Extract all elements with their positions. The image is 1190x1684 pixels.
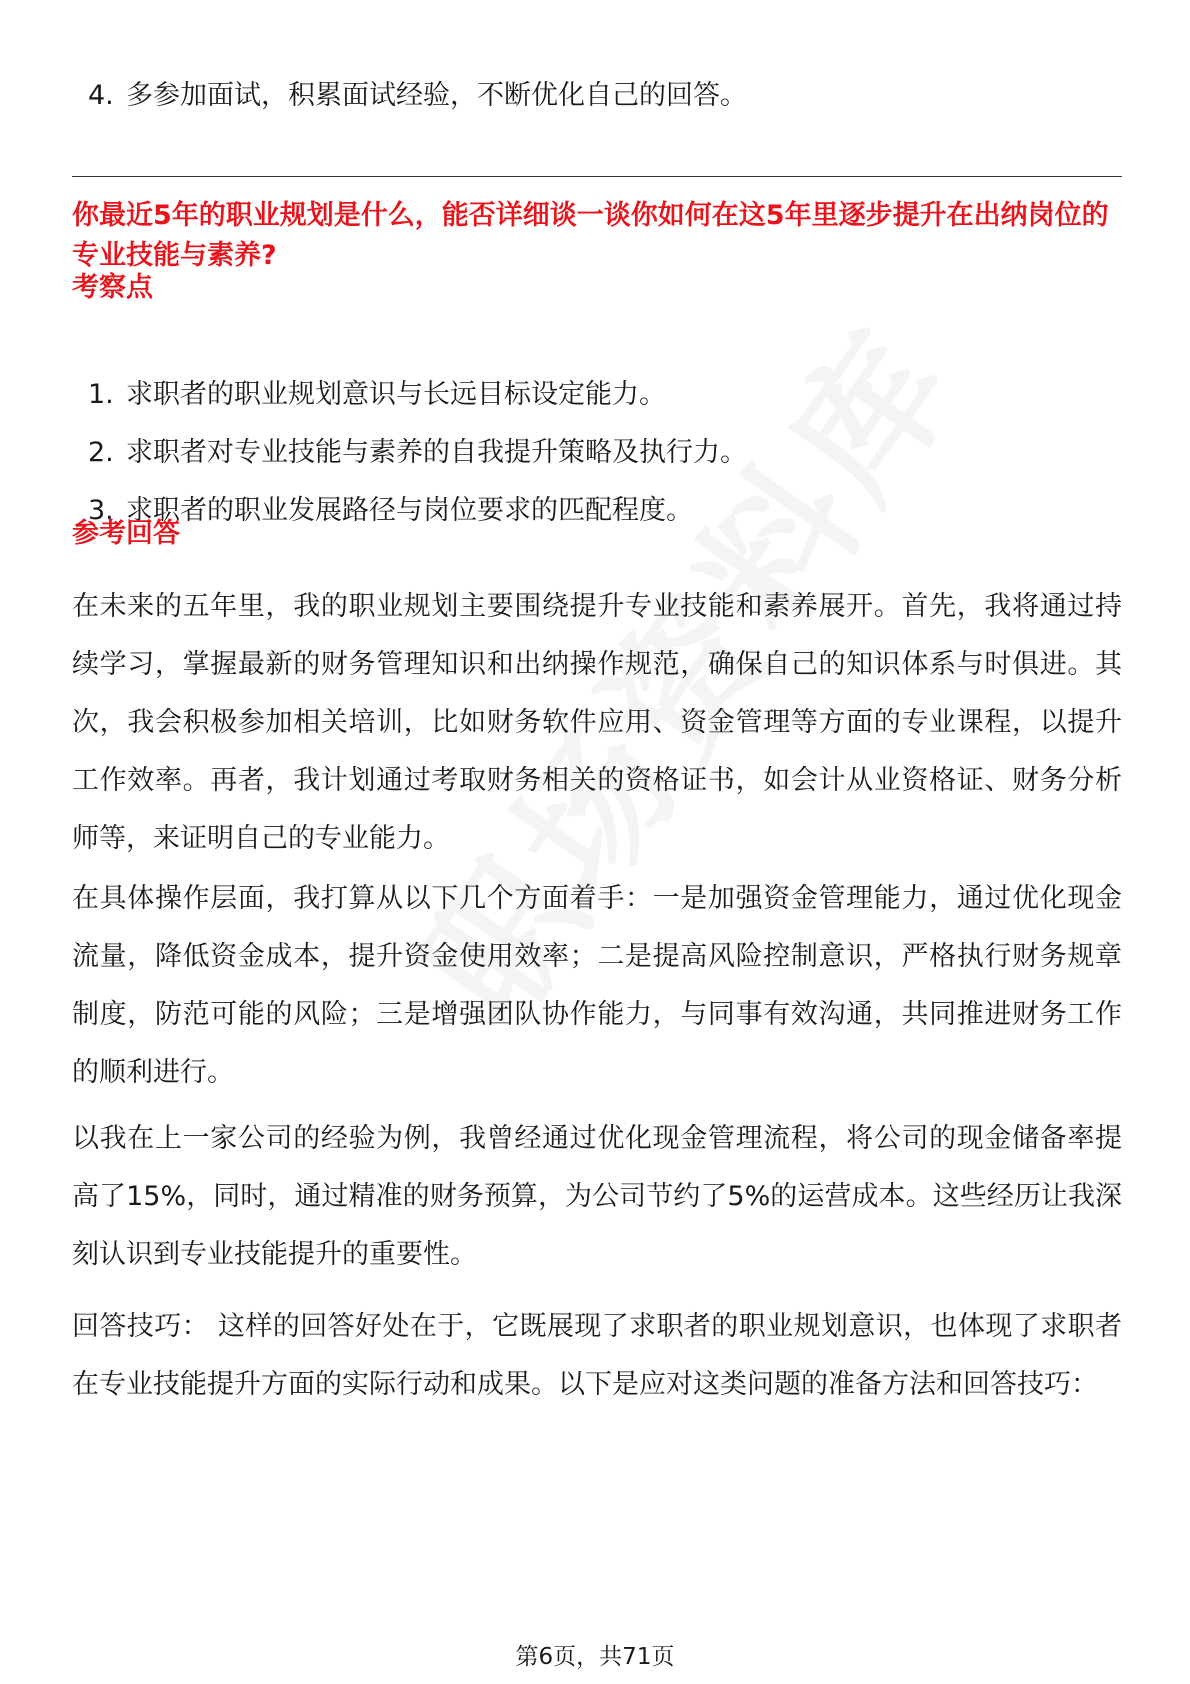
- answer-paragraph-3: 以我在上一家公司的经验为例，我曾经通过优化现金管理流程，将公司的现金储备率提高了15%，同时，通过精准的财务预算，为公司节约了5%的运营成本。这些经历让我深刻认识到专业技能提升的重要性。: [72, 1123, 1122, 1270]
- answer-paragraph-1: 在未来的五年里，我的职业规划主要围绕提升专业技能和素养展开。首先，我将通过持续学习，掌握最新的财务管理知识和出纳操作规范，确保自己的知识体系与时俱进。其次，我会积极参加相关培训，比如财务软件应用、资金管理等方面的专业课程，以提升工作效率。再者，我计划通过考取财务相关的资格证书，如会计从业资格证、财务分析师等，来证明自己的专业能力。: [72, 591, 1122, 854]
- list-item: [88, 482, 747, 540]
- page-footer: 第6页，共71页: [515, 1644, 675, 1670]
- list-text: 求职者的职业规划意识与长远目标设定能力。: [126, 379, 666, 410]
- list-text: 求职者的职业发展路径与岗位要求的匹配程度。: [126, 495, 693, 526]
- section-divider: [72, 176, 1122, 177]
- answer-paragraph-2: 在具体操作层面，我打算从以下几个方面着手：一是加强资金管理能力，通过优化现金流量，降低资金成本，提升资金使用效率；二是提高风险控制意识，严格执行财务规章制度，防范可能的风险；三是增强团队协作能力，与同事有效沟通，共同推进财务工作的顺利进行。: [72, 883, 1122, 1088]
- list-number: 4.: [88, 80, 114, 111]
- list-item: [88, 366, 747, 424]
- question-title: 你最近5年的职业规划是什么，能否详细谈一谈你如何在这5年里逐步提升在出纳岗位的专业技能与素养?: [72, 200, 1109, 271]
- answer-tips-paragraph: 回答技巧： 这样的回答好处在于，它既展现了求职者的职业规划意识，也体现了求职者在专业技能提升方面的实际行动和成果。以下是应对这类问题的准备方法和回答技巧：: [72, 1311, 1122, 1400]
- list-number: 1.: [88, 379, 114, 410]
- list-number: 3.: [88, 495, 114, 526]
- answer-heading: 参考回答: [72, 518, 180, 549]
- list-number: 2.: [88, 437, 114, 468]
- list-text: 多参加面试，积累面试经验，不断优化自己的回答。: [126, 80, 747, 111]
- list-text: 求职者对专业技能与素养的自我提升策略及执行力。: [126, 437, 747, 468]
- focus-list: [88, 366, 747, 540]
- focus-heading: 考察点: [72, 272, 153, 303]
- list-item: [88, 424, 747, 482]
- previous-list-item: [88, 74, 747, 118]
